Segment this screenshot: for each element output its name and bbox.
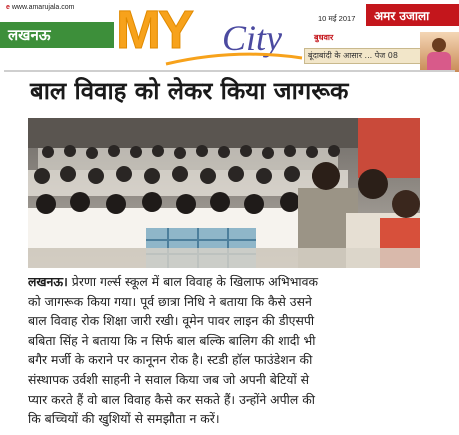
- issue-date: 10 मई 2017: [318, 14, 356, 23]
- city-name: लखनऊ: [8, 26, 51, 44]
- story-line: [28, 272, 428, 292]
- dateline: लखनऊ।: [28, 274, 68, 289]
- site-url-text: www.amarujala.com: [11, 4, 75, 11]
- story-line-text: प्रेरणा गर्ल्स स्कूल में बाल विवाह के खिलाफ अभिभावक: [71, 274, 319, 289]
- e-paper-logo: e: [6, 4, 10, 11]
- weather-band: [304, 26, 459, 66]
- paper-brand-name: अमर उजाला: [374, 9, 430, 23]
- story-line: बाल विवाह रोक शिक्षा जारी रखी। वूमेन पावर लाइन की डीएसपी: [28, 313, 315, 329]
- teaser-text: बूंदाबांदी के आसार ... पेज 08: [308, 51, 398, 60]
- photo-students-audience: [28, 118, 420, 268]
- teaser-photo: [420, 32, 459, 72]
- story-line: को जागरूक किया गया। पूर्व छात्रा निधि ने बताया कि कैसे उसने: [28, 293, 312, 309]
- logo-swoosh-icon: [164, 52, 304, 68]
- story-line: बबिता सिंह ने बताया कि न सिर्फ बाल बल्कि बालिग की शादी भी: [28, 332, 316, 348]
- story-line: संस्थापक उर्वशी साहनी ने सवाल किया जब जो अपनी बेटियों से: [28, 371, 310, 387]
- teaser-strip: [304, 48, 436, 64]
- masthead: [0, 0, 459, 70]
- logo-city: City: [222, 18, 282, 58]
- weekday: बुधवार: [314, 33, 334, 42]
- header-right: [304, 0, 459, 70]
- mycity-logo: [114, 2, 304, 68]
- article-headline: बाल विवाह को लेकर किया जागरूक: [30, 77, 349, 105]
- site-url: [6, 4, 75, 11]
- logo-my: MY: [116, 0, 191, 60]
- paper-brand: [366, 4, 459, 26]
- story-line: प्यार करते हैं वो बाल विवाह कैसे कर सकते हैं। उन्होंने अपील की: [28, 391, 315, 407]
- article-body: [28, 272, 428, 429]
- story-line: बगैर मर्जी के कराने पर कानूनन रोक है। स्टडी हॉल फाउंडेशन की: [28, 352, 313, 368]
- story-line: कि बच्चियों की खुशियों से समझौता न करें।: [28, 411, 220, 427]
- city-band: [0, 22, 114, 48]
- article-photo: [28, 118, 420, 268]
